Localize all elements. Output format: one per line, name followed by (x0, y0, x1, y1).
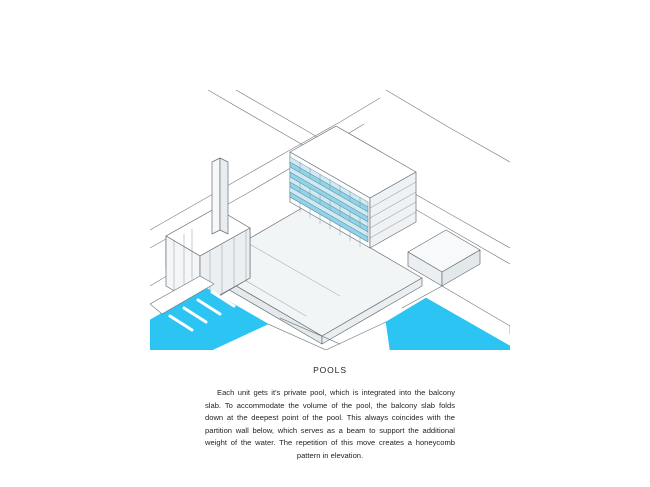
caption-body: Each unit gets it's private pool, which is integrated into the balcony slab. To accommodate the volume of the pool, the balcony slab folds down at the deepest point of the pool. This always coincides with the partition wall below, which serves as a beam to support the additional weight of the water. The repetition of this move creates a honeycomb pattern in elevation. (205, 388, 455, 460)
axonometric-diagram (150, 90, 510, 350)
caption-block (205, 365, 455, 462)
caption-title: POOLS (313, 365, 347, 375)
site-wall (212, 158, 228, 234)
